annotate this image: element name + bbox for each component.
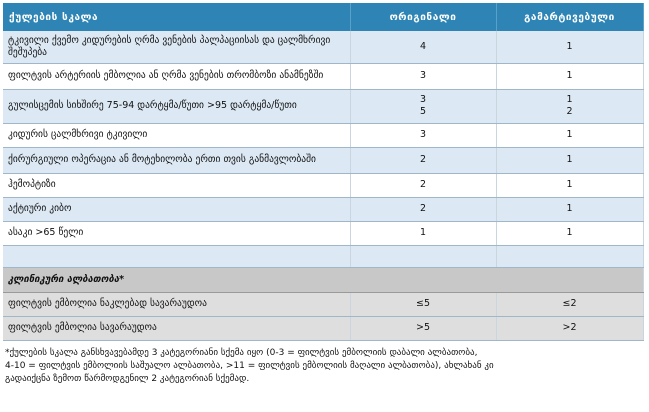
probability-label: ფილტვის ემბოლია სავარაუდოა (3, 316, 350, 340)
criterion-label: ქირურგიული ოპერაცია ან მოტეხილობა ერთი თვის განმავლობაში (3, 147, 350, 173)
simplified-score: 1 2 (496, 89, 643, 123)
header-simplified: გამარტივებული (496, 3, 643, 31)
original-score: 3 (350, 63, 496, 89)
clinical-probability-header-row (3, 267, 643, 292)
simplified-score (496, 245, 643, 267)
original-score: 2 (350, 173, 496, 197)
original-threshold: >5 (350, 316, 496, 340)
simplified-threshold: >2 (496, 316, 643, 340)
table-row-empty (3, 245, 643, 267)
original-score: 4 (350, 31, 496, 63)
original-score (350, 245, 496, 267)
footnote-line: გადაიქცნა ზემოთ წარმოდგენილ 2 კატეგორიან სქემად. (5, 373, 250, 384)
criterion-label: აქტიური კიბო (3, 197, 350, 221)
header-original: ორიგინალი (350, 3, 496, 31)
table-row (3, 89, 643, 123)
criterion-label: ფილტვის არტერიის ემბოლია ან ღრმა ვენების თრომბოზი ანამნეზში (3, 63, 350, 89)
original-threshold: ≤5 (350, 292, 496, 316)
table-row (3, 221, 643, 245)
criterion-label: ჰემოპტიზი (3, 173, 350, 197)
clinical-probability-title: კლინიკური ალბათობა* (3, 267, 643, 292)
simplified-score: 1 (496, 31, 643, 63)
simplified-score: 1 (496, 197, 643, 221)
criterion-label: ასაკი >65 წელი (3, 221, 350, 245)
original-score: 2 (350, 147, 496, 173)
criterion-label (3, 245, 350, 267)
table-row (3, 63, 643, 89)
criterion-label: ტკივილი ქვემო კიდურების ღრმა ვენების პალპაციისას და ცალმხრივი შეშუპება (3, 31, 350, 63)
table-row (3, 147, 643, 173)
criterion-label: კიდურის ცალმხრივი ტკივილი (3, 123, 350, 147)
geneva-score-table (3, 3, 644, 341)
table-header-row (3, 3, 643, 31)
table-row (3, 31, 643, 63)
simplified-score: 1 (496, 63, 643, 89)
table-row (3, 173, 643, 197)
simplified-threshold: ≤2 (496, 292, 643, 316)
footnote-line: *ქულების სკალა განსხვავებამდე 3 კატეგორიანი სქემა იყო (0-3 = ფილტვის ემბოლიის დაბალი ალბათობა, (5, 347, 478, 358)
simplified-score: 1 (496, 173, 643, 197)
table-row (3, 292, 643, 316)
original-score: 2 (350, 197, 496, 221)
simplified-score: 1 (496, 147, 643, 173)
table-row (3, 197, 643, 221)
score-table-container (3, 3, 643, 386)
probability-label: ფილტვის ემბოლია ნაკლებად სავარაუდოა (3, 292, 350, 316)
original-score: 1 (350, 221, 496, 245)
original-score: 3 (350, 123, 496, 147)
footnote (3, 347, 643, 386)
footnote-line: 4-10 = ფილტვის ემბოლიის საშუალო ალბათობა, >11 = ფილტვის ემბოლიის მაღალი ალბათობა), ახლახან კი (5, 360, 494, 371)
simplified-score: 1 (496, 123, 643, 147)
table-row (3, 123, 643, 147)
header-score-scale: ქულების სკალა (3, 3, 350, 31)
criterion-label: გულისცემის სიხშირე 75-94 დარტყმა/წუთი >95 დარტყმა/წუთი (3, 89, 350, 123)
table-row (3, 316, 643, 340)
simplified-score: 1 (496, 221, 643, 245)
original-score: 3 5 (350, 89, 496, 123)
